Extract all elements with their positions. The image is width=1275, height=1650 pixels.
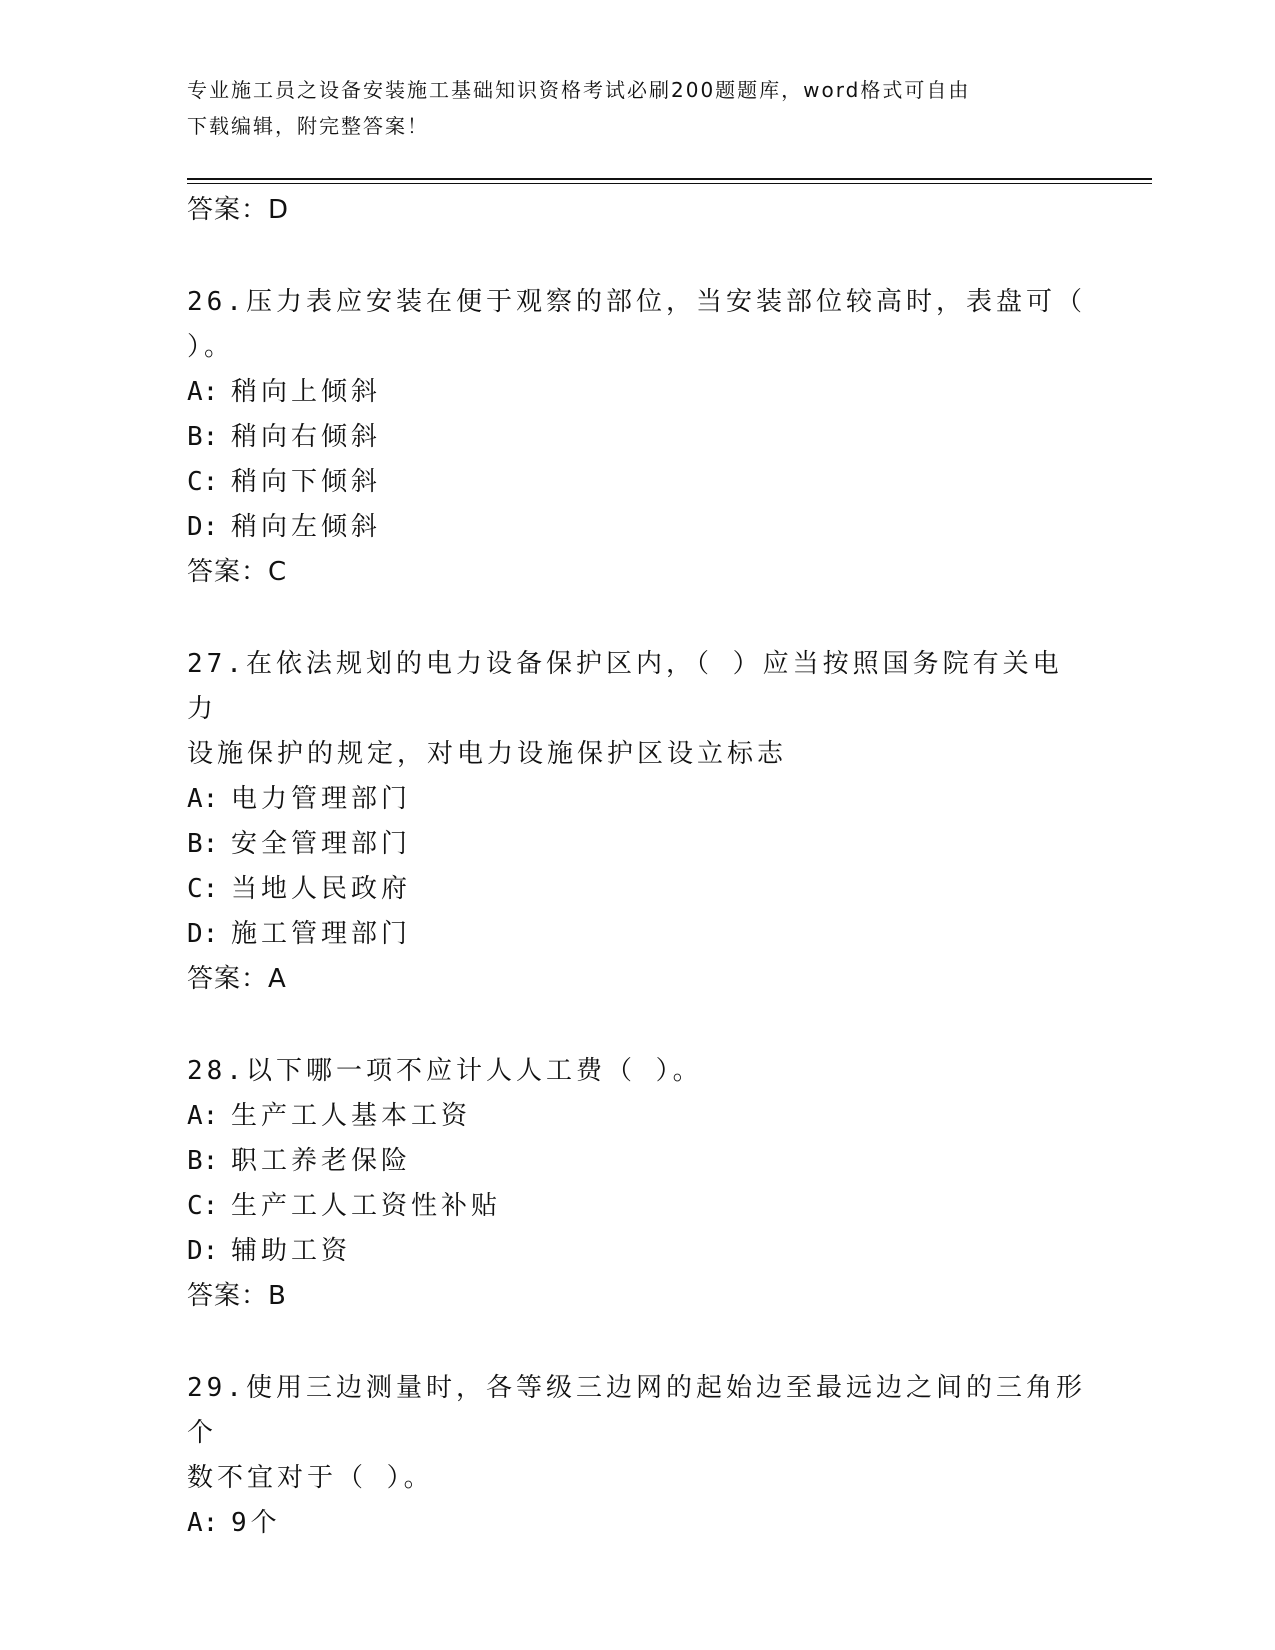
option-text: 生产工人工资性补贴 bbox=[231, 1191, 502, 1221]
option-key: D: bbox=[187, 512, 219, 542]
option-key: A: bbox=[187, 784, 219, 814]
option-d bbox=[187, 912, 1087, 957]
option-key: A: bbox=[187, 377, 219, 407]
option-text: 当地人民政府 bbox=[231, 874, 412, 904]
option-text: 电力管理部门 bbox=[231, 784, 412, 814]
option-b bbox=[187, 415, 1087, 460]
option-a bbox=[187, 1094, 1087, 1139]
spacer bbox=[187, 232, 1087, 280]
option-text: 辅助工资 bbox=[231, 1236, 352, 1266]
spacer bbox=[187, 1318, 1087, 1366]
option-a bbox=[187, 777, 1087, 822]
answer: 答案：C bbox=[187, 557, 288, 587]
option-text: 施工管理部门 bbox=[231, 919, 412, 949]
option-b bbox=[187, 822, 1087, 867]
option-key: C: bbox=[187, 1191, 219, 1221]
option-key: A: bbox=[187, 1508, 219, 1538]
option-d bbox=[187, 1229, 1087, 1274]
spacer bbox=[187, 1001, 1087, 1049]
question-stem-line-1: 27.在依法规划的电力设备保护区内，（ ）应当按照国务院有关电力 bbox=[187, 649, 1063, 724]
question-28 bbox=[187, 1049, 1087, 1318]
question-stem-line-2: ）。 bbox=[187, 332, 235, 362]
header-title-line-1: 专业施工员之设备安装施工基础知识资格考试必刷200题题库，word格式可自由 bbox=[187, 78, 971, 102]
spacer bbox=[187, 594, 1087, 642]
answer: 答案：A bbox=[187, 964, 287, 994]
question-29 bbox=[187, 1366, 1087, 1546]
question-stem-line-1: 26.压力表应安装在便于观察的部位，当安装部位较高时，表盘可（ bbox=[187, 287, 1086, 317]
option-key: D: bbox=[187, 919, 219, 949]
option-text: 安全管理部门 bbox=[231, 829, 412, 859]
option-key: D: bbox=[187, 1236, 219, 1266]
question-stem-line-1: 28.以下哪一项不应计人人工费（ ）。 bbox=[187, 1056, 703, 1086]
option-text: 职工养老保险 bbox=[231, 1146, 412, 1176]
option-c bbox=[187, 867, 1087, 912]
document-header bbox=[187, 72, 1087, 144]
header-title-line-2: 下载编辑，附完整答案！ bbox=[187, 114, 429, 138]
option-text: 稍向上倾斜 bbox=[231, 377, 382, 407]
question-stem-line-2: 数不宜对于（ ）。 bbox=[187, 1463, 434, 1493]
option-d bbox=[187, 505, 1087, 550]
option-a bbox=[187, 370, 1087, 415]
option-key: B: bbox=[187, 1146, 219, 1176]
option-text: 稍向下倾斜 bbox=[231, 467, 382, 497]
option-a bbox=[187, 1501, 1087, 1546]
option-c bbox=[187, 460, 1087, 505]
option-c bbox=[187, 1184, 1087, 1229]
header-rule-thick bbox=[187, 178, 1152, 180]
option-key: A: bbox=[187, 1101, 219, 1131]
option-b bbox=[187, 1139, 1087, 1184]
question-stem-line-1: 29.使用三边测量时，各等级三边网的起始边至最远边之间的三角形个 bbox=[187, 1373, 1086, 1448]
option-key: C: bbox=[187, 874, 219, 904]
answer: 答案：B bbox=[187, 1281, 287, 1311]
question-26 bbox=[187, 280, 1087, 594]
header-rule-thin bbox=[187, 183, 1152, 184]
option-text: 稍向右倾斜 bbox=[231, 422, 382, 452]
option-key: B: bbox=[187, 829, 219, 859]
question-stem-line-2: 设施保护的规定，对电力设施保护区设立标志 bbox=[187, 739, 788, 769]
option-key: B: bbox=[187, 422, 219, 452]
option-text: 9个 bbox=[231, 1508, 281, 1538]
previous-answer: 答案：D bbox=[187, 195, 290, 225]
question-27 bbox=[187, 642, 1087, 1001]
option-key: C: bbox=[187, 467, 219, 497]
option-text: 稍向左倾斜 bbox=[231, 512, 382, 542]
question-list bbox=[187, 188, 1087, 1546]
option-text: 生产工人基本工资 bbox=[231, 1101, 472, 1131]
